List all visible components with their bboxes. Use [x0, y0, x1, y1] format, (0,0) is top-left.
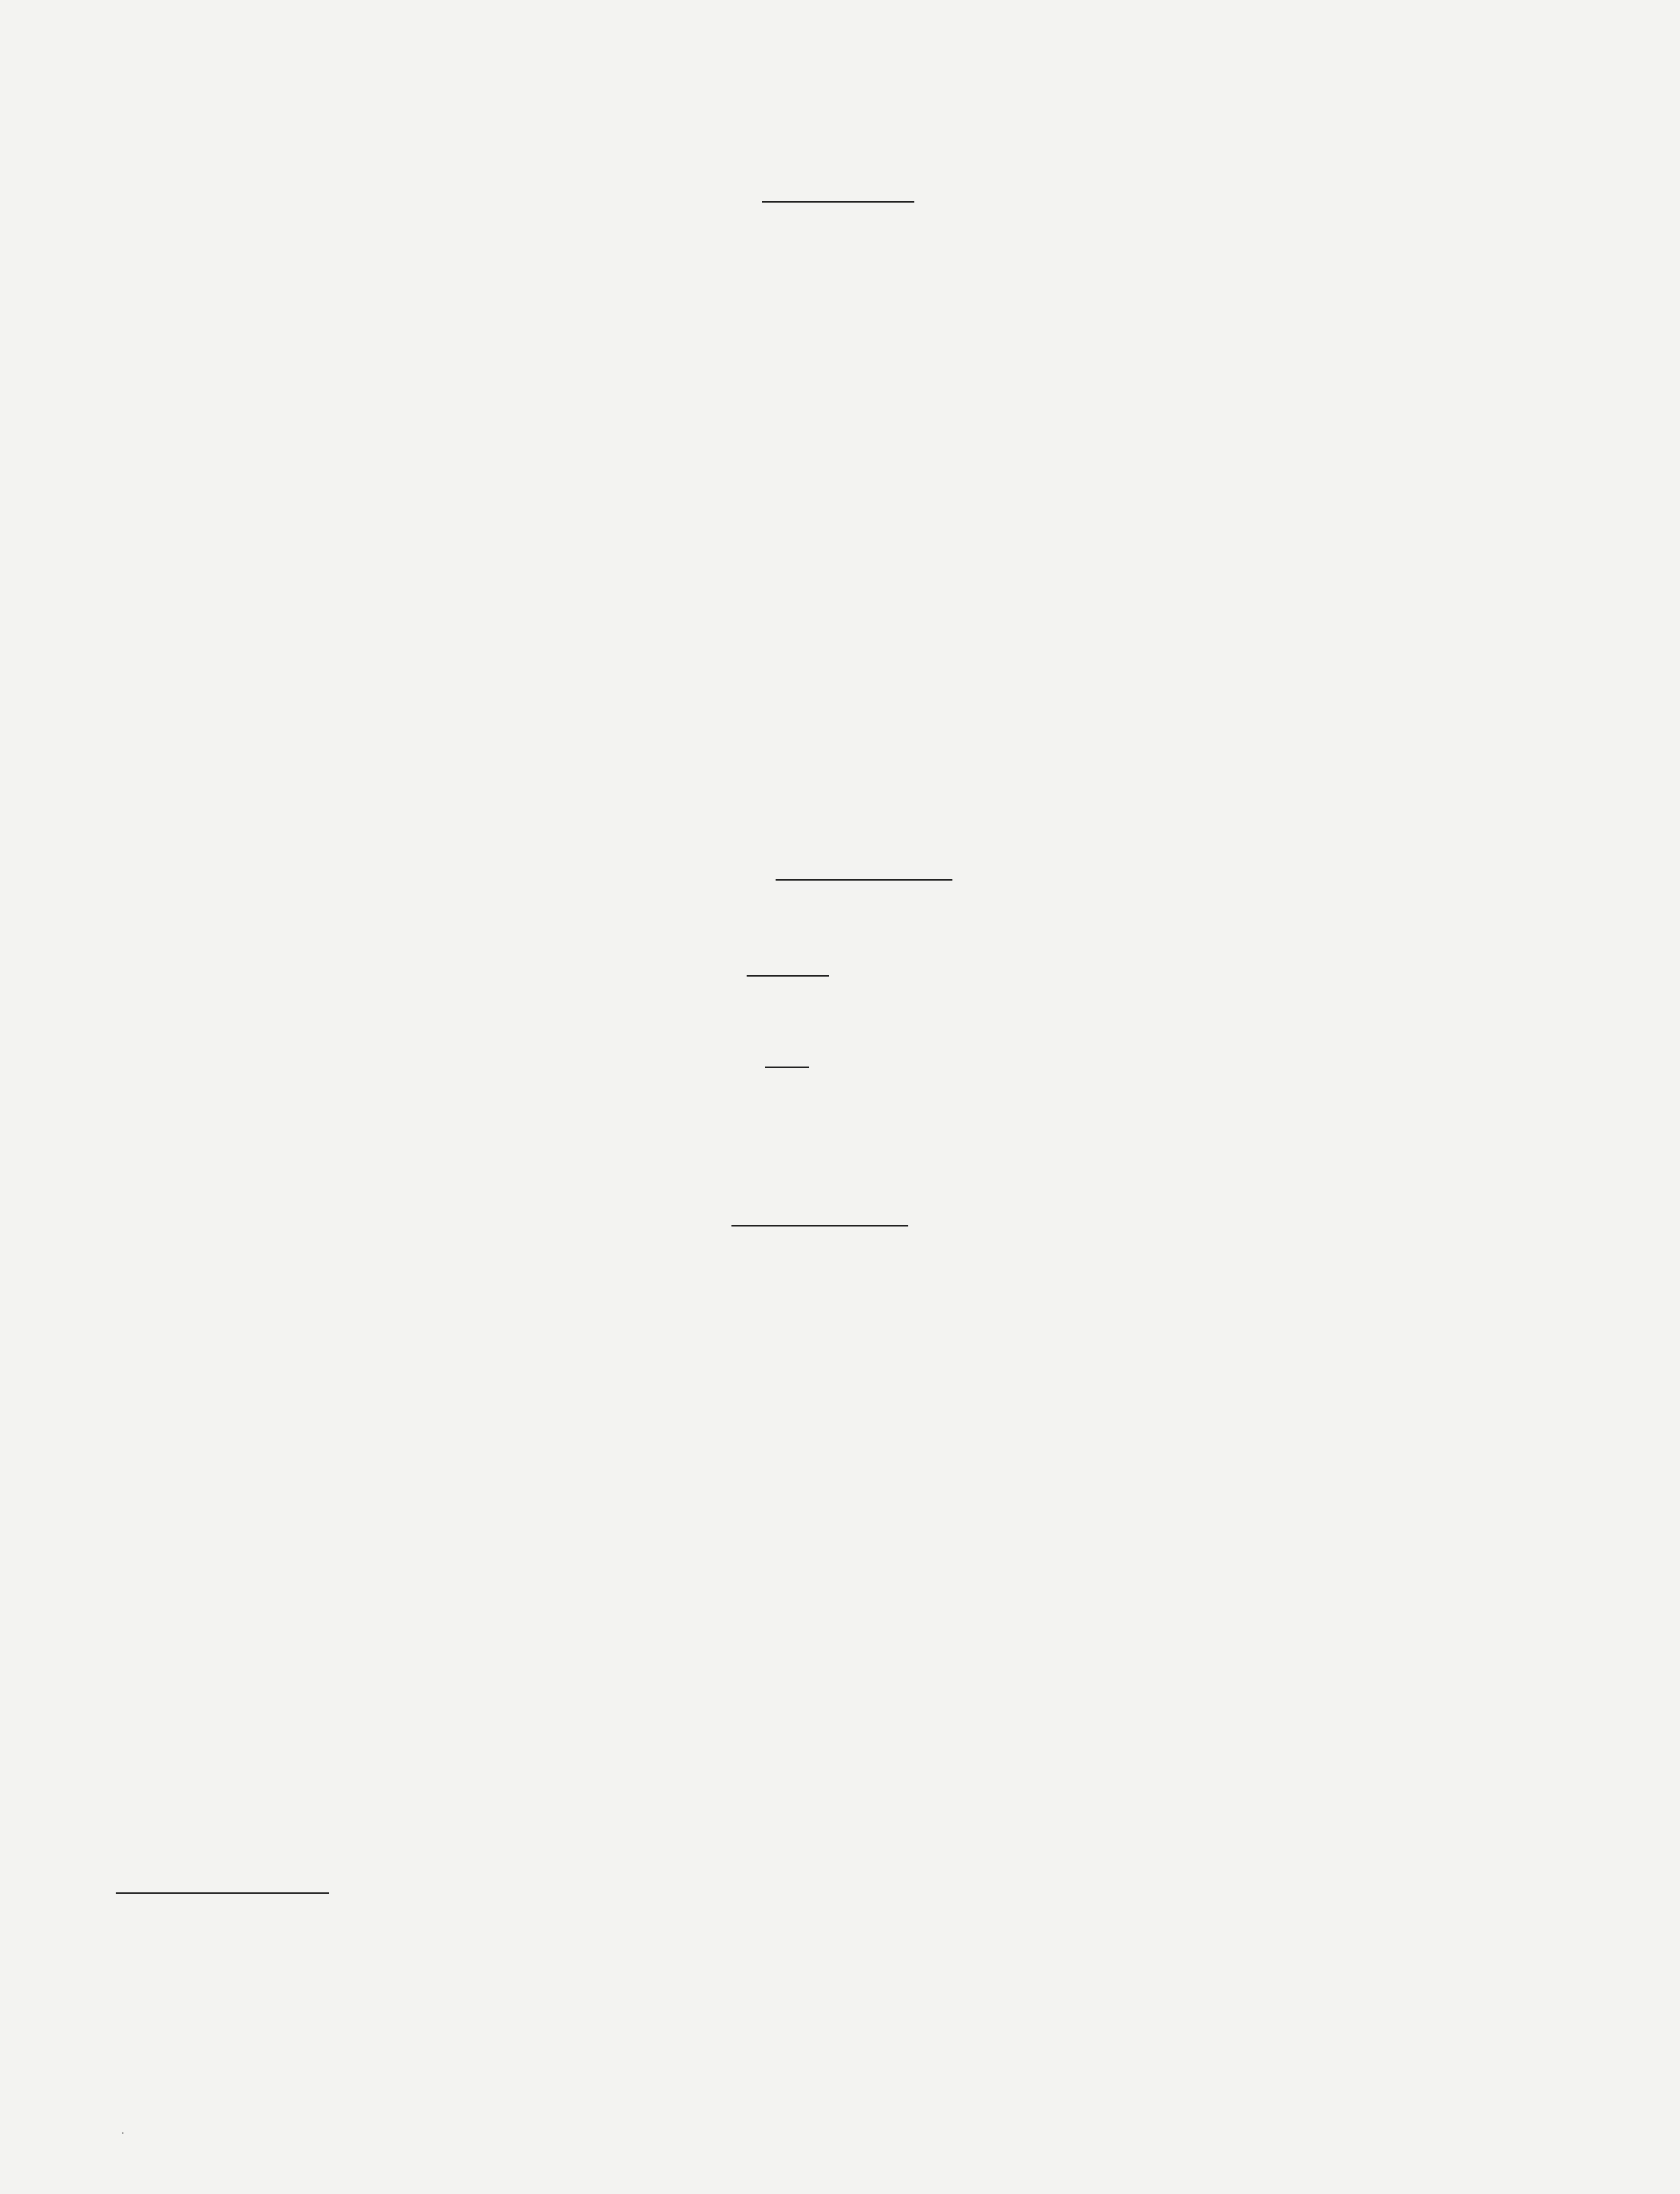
- subsection-1-rule: [765, 1067, 809, 1068]
- page-number-rule: [762, 201, 914, 203]
- margin-mark: ·: [120, 2125, 125, 2141]
- footnote-rule: [116, 1892, 329, 1894]
- separator-rule-2: [731, 1225, 908, 1227]
- separator-rule-1: [776, 879, 952, 881]
- section-heading-rule: [747, 975, 829, 977]
- page-number-wrap: [762, 162, 914, 176]
